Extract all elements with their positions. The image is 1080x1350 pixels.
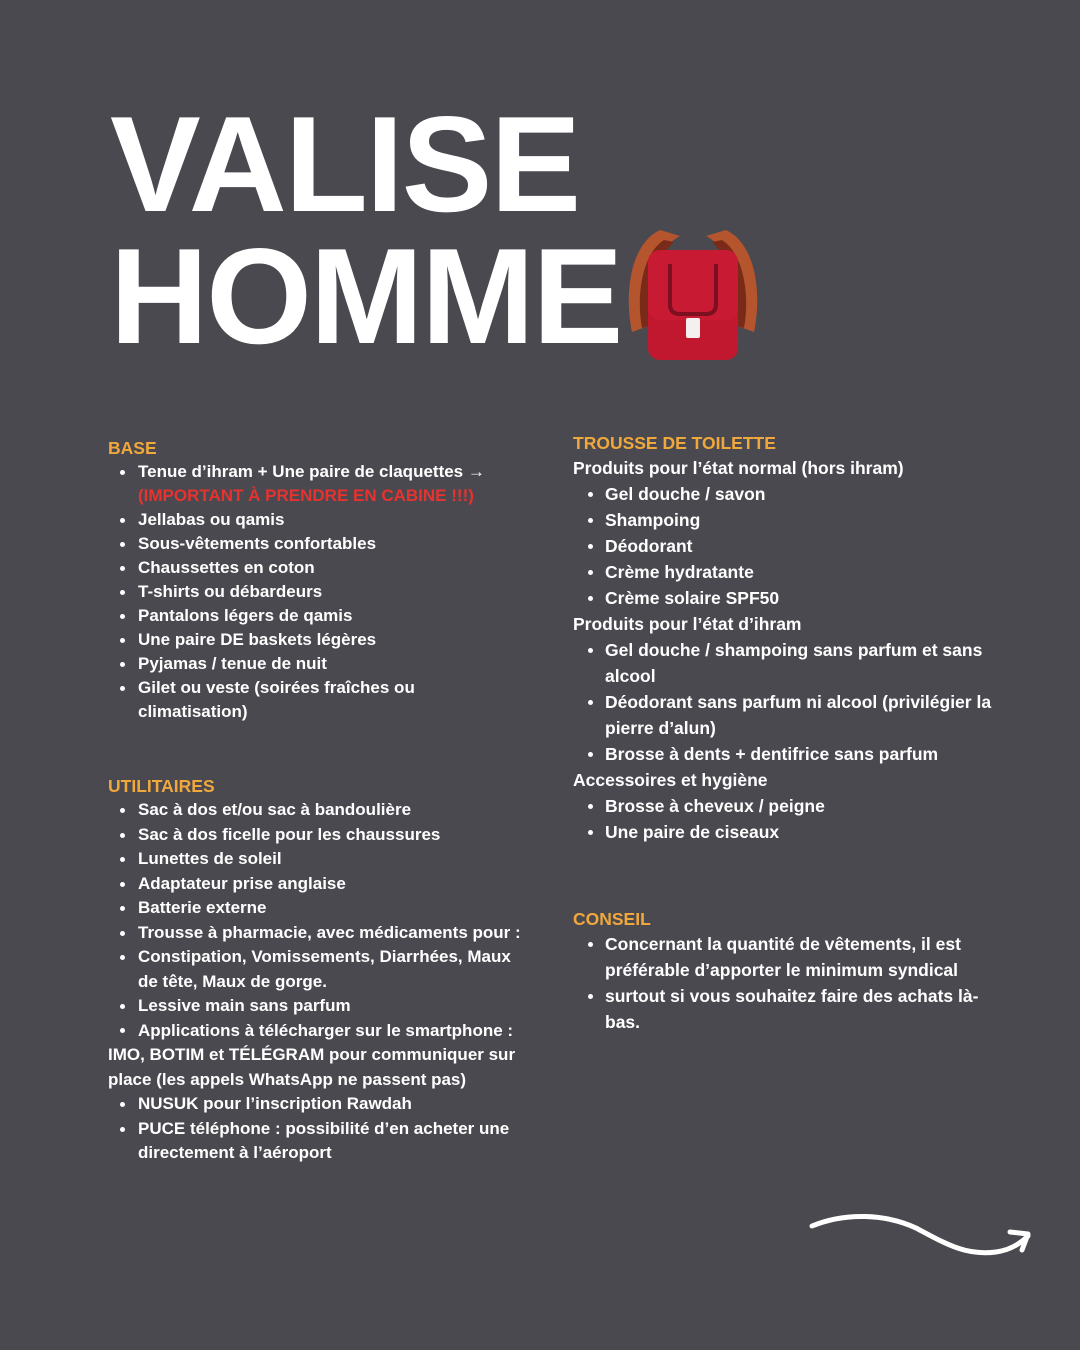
- trousse-section: [573, 431, 1013, 845]
- trousse-group-list: [573, 637, 1013, 767]
- list-item: Pyjamas / tenue de nuit: [108, 652, 528, 676]
- utilitaires-heading: UTILITAIRES: [108, 776, 215, 796]
- list-item: Chaussettes en coton: [108, 556, 528, 580]
- list-item: T-shirts ou débardeurs: [108, 580, 528, 604]
- list-item: Brosse à dents + dentifrice sans parfum: [573, 741, 1013, 767]
- list-item: Sous-vêtements confortables: [108, 532, 528, 556]
- page-title: [110, 88, 622, 372]
- list-item: Constipation, Vomissements, Diarrhées, Maux de tête, Maux de gorge.: [108, 945, 528, 994]
- list-item: Gel douche / shampoing sans parfum et sans alcool: [573, 637, 1013, 689]
- list-item: Trousse à pharmacie, avec médicaments pour :: [108, 921, 528, 946]
- trousse-group-list: [573, 481, 1013, 611]
- list-item: PUCE téléphone : possibilité d’en acheter une directement à l’aéroport: [108, 1117, 528, 1166]
- base-list: [108, 460, 528, 724]
- trousse-group-title: Produits pour l’état d’ihram: [573, 614, 802, 634]
- list-item: Sac à dos ficelle pour les chaussures: [108, 823, 528, 848]
- list-item: surtout si vous souhaitez faire des achats là-bas.: [573, 983, 1013, 1035]
- list-item: Tenue d’ihram + Une paire de claquettes → (IMPORTANT À PRENDRE EN CABINE !!!): [108, 460, 528, 508]
- left-column: [108, 436, 528, 1166]
- list-item: Crème hydratante: [573, 559, 1013, 585]
- list-item: Gel douche / savon: [573, 481, 1013, 507]
- title-line-1: VALISE: [110, 88, 580, 240]
- title-line-2: HOMME: [110, 220, 622, 372]
- list-item: Lunettes de soleil: [108, 847, 528, 872]
- trousse-group-list: [573, 793, 1013, 845]
- apps-text: Applications à télécharger sur le smartphone : IMO, BOTIM et TÉLÉGRAM pour communiquer sur place (les appels WhatsApp ne passent pas): [108, 1020, 516, 1089]
- list-item: Gilet ou veste (soirées fraîches ou climatisation): [108, 676, 528, 724]
- list-item: Brosse à cheveux / peigne: [573, 793, 1013, 819]
- list-item: Une paire de ciseaux: [573, 819, 1013, 845]
- list-item: Lessive main sans parfum: [108, 994, 528, 1019]
- utilitaires-list: [108, 798, 528, 1019]
- apps-paragraph: [108, 1019, 528, 1093]
- utilitaires-list-2: [108, 1092, 528, 1166]
- conseil-list: [573, 931, 1013, 1035]
- list-item: Batterie externe: [108, 896, 528, 921]
- base-section: [108, 436, 528, 724]
- warning-text: (IMPORTANT À PRENDRE EN CABINE !!!): [138, 486, 474, 505]
- right-column: [573, 431, 1013, 1035]
- swipe-arrow-icon[interactable]: [806, 1206, 1036, 1266]
- trousse-group-title: Accessoires et hygiène: [573, 770, 768, 790]
- utilitaires-section: [108, 774, 528, 1166]
- trousse-group-title: Produits pour l’état normal (hors ihram): [573, 458, 904, 478]
- list-item: Concernant la quantité de vêtements, il est préférable d’apporter le minimum syndical: [573, 931, 1013, 983]
- base-heading: BASE: [108, 438, 157, 458]
- list-item: Jellabas ou qamis: [108, 508, 528, 532]
- list-item: Une paire DE baskets légères: [108, 628, 528, 652]
- conseil-section: [573, 907, 1013, 1035]
- list-item: Adaptateur prise anglaise: [108, 872, 528, 897]
- list-item: Déodorant sans parfum ni alcool (privilégier la pierre d’alun): [573, 689, 1013, 741]
- list-item: Déodorant: [573, 533, 1013, 559]
- list-item: Pantalons légers de qamis: [108, 604, 528, 628]
- backpack-icon: [622, 224, 764, 364]
- list-item: NUSUK pour l’inscription Rawdah: [108, 1092, 528, 1117]
- list-item: Sac à dos et/ou sac à bandoulière: [108, 798, 528, 823]
- conseil-heading: CONSEIL: [573, 909, 651, 929]
- list-item: Shampoing: [573, 507, 1013, 533]
- trousse-heading: TROUSSE DE TOILETTE: [573, 433, 776, 453]
- list-item: Crème solaire SPF50: [573, 585, 1013, 611]
